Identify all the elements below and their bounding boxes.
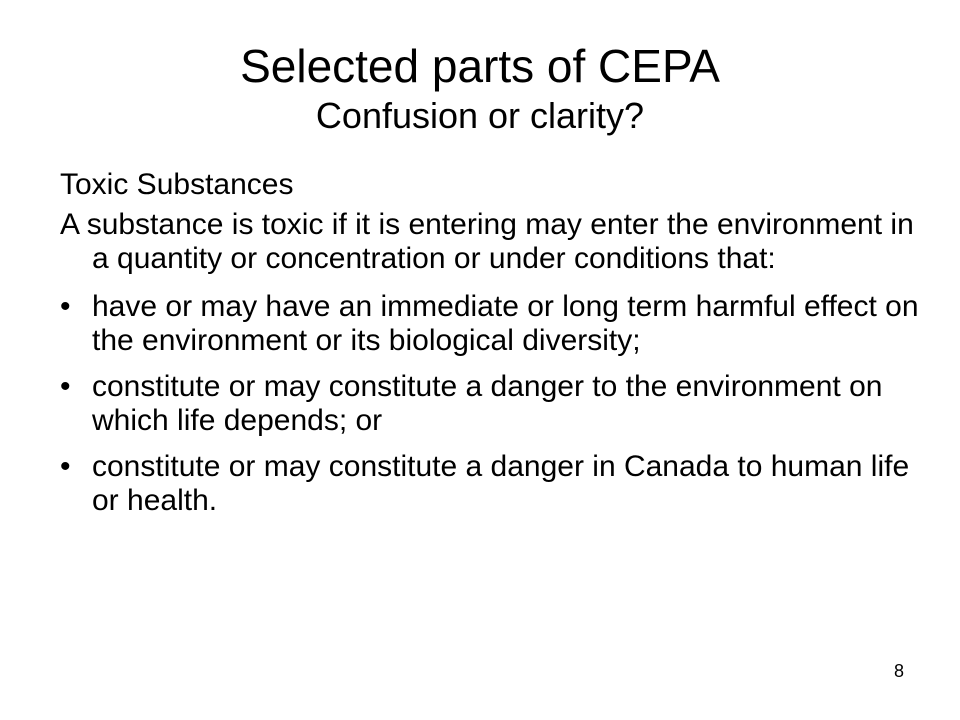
list-item [60,290,920,358]
bullet-text: have or may have an immediate or long term harmful effect on the environment or its biological diversity; [92,290,919,357]
bullet-list [60,290,920,518]
intro-paragraph: A substance is toxic if it is entering may enter the environment in a quantity or concentration or under conditions that: [60,208,914,275]
slide-title: Selected parts of CEPA [240,40,720,92]
bullet-icon: • [60,370,71,403]
section-heading: Toxic Substances [60,168,294,201]
bullet-text: constitute or may constitute a danger to the environment on which life depends; or [92,370,883,437]
bullet-text: constitute or may constitute a danger in Canada to human life or health. [92,450,910,517]
slide-subtitle: Confusion or clarity? [315,95,645,136]
title-block [0,38,960,138]
page-number: 8 [893,661,904,681]
slide-body [60,168,920,530]
list-item [60,450,920,518]
bullet-icon: • [60,450,71,483]
bullet-icon: • [60,290,71,323]
list-item [60,370,920,438]
